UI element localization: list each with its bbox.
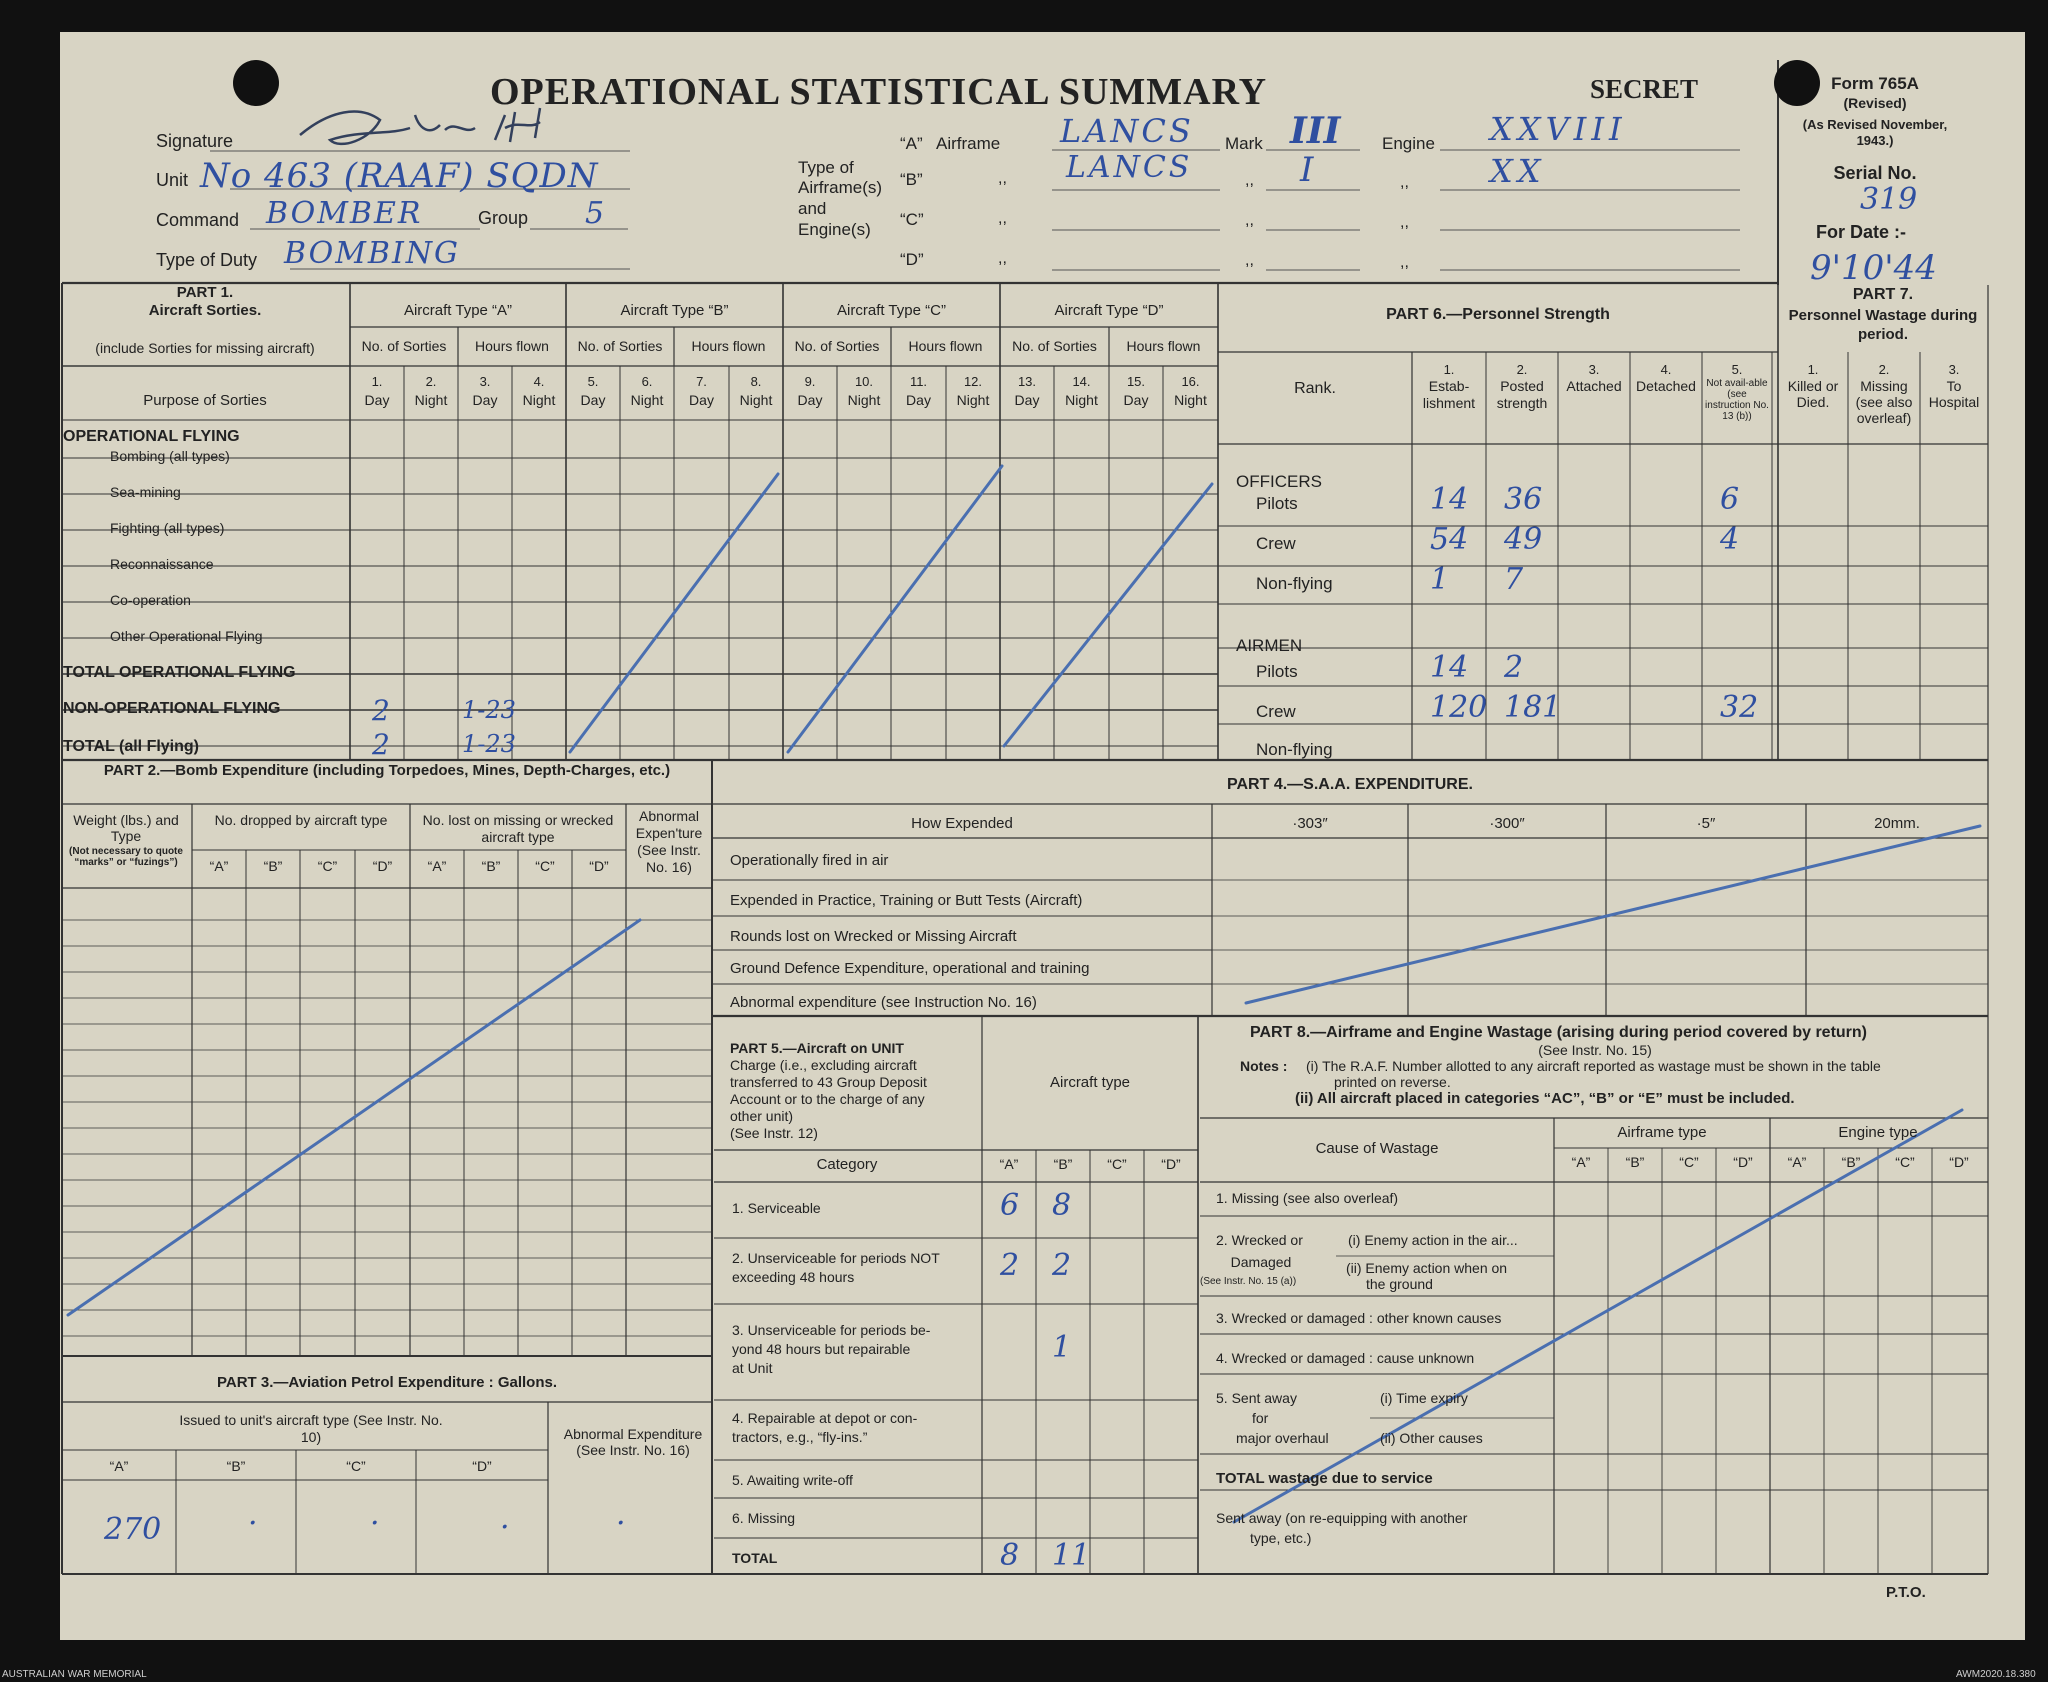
total-all-label: TOTAL (all Flying) — [63, 738, 199, 755]
date-value: 9'10'44 — [1810, 248, 1937, 288]
column-label: Day — [472, 392, 498, 408]
part5-title-line: other unit) — [730, 1108, 794, 1124]
handwritten-signature — [290, 100, 670, 160]
personnel-column-number: 3. — [1588, 362, 1600, 377]
part4-title: PART 4.—S.A.A. EXPENDITURE. — [1227, 776, 1473, 793]
airframe-word: Airframe — [936, 134, 1001, 153]
wastage-time-expiry: (i) Time expiry — [1380, 1390, 1468, 1406]
wastage-wrecked: 2. Wrecked or — [1216, 1232, 1303, 1248]
aircraft-letter: “B” — [1625, 1154, 1645, 1170]
column-number: 5. — [587, 374, 599, 389]
aircraft-category-row: at Unit — [732, 1360, 773, 1376]
aircraft-type-label: Aircraft type — [1049, 1074, 1131, 1091]
aircraft-letter: “C” — [1679, 1154, 1699, 1170]
personnel-column-label: Estab-lishment — [1422, 378, 1476, 411]
column-number: 7. — [696, 374, 707, 389]
aircraft-letter: “D” — [472, 1458, 492, 1474]
engine-type-label: Engine type — [1838, 1124, 1918, 1141]
aircraft-letter: “C” — [317, 858, 338, 874]
archive-reference: AWM2020.18.380 — [1956, 1669, 2036, 1680]
personnel-column-number: 4. — [1660, 362, 1672, 377]
column-label: Day — [1014, 392, 1040, 408]
ditto-mark: ,, — [1400, 174, 1409, 191]
sorties-subheader: No. of Sorties — [361, 338, 447, 354]
aircraft-type-a-header: Aircraft Type “A” — [403, 302, 513, 319]
form-title: OPERATIONAL STATISTICAL SUMMARY — [490, 71, 1268, 113]
type-of-label: Type of — [798, 158, 854, 177]
sortie-purpose-row: Bombing (all types) — [110, 448, 230, 464]
column-number: 4. — [533, 374, 545, 389]
aircraft-letter: “A” — [1787, 1154, 1807, 1170]
archive-credit: AUSTRALIAN WAR MEMORIAL — [2, 1669, 147, 1680]
column-label: Night — [522, 392, 556, 408]
category-count-b: 8 — [1052, 1188, 1072, 1223]
aircraft-letter: “C” — [1895, 1154, 1915, 1170]
establishment-value: 120 — [1430, 690, 1488, 725]
hours-subheader: Hours flown — [475, 338, 549, 354]
calibre-header: ·5″ — [1696, 815, 1716, 832]
wastage-enemy-ground-2: the ground — [1366, 1276, 1433, 1292]
aircraft-letter: “B” — [481, 858, 501, 874]
aircraft-category-row: TOTAL — [732, 1550, 778, 1566]
ditto-mark: ,, — [1400, 254, 1409, 271]
saa-expenditure-row: Ground Defence Expenditure, operational and training — [730, 960, 1090, 977]
aircraft-category-row: 6. Missing — [732, 1510, 796, 1526]
part3-abnormal-label: Abnormal Expenditure (See Instr. No. 16) — [563, 1426, 703, 1458]
aircraft-letter: “D” — [372, 858, 393, 874]
part5-title-line: transferred to 43 Group Deposit — [730, 1074, 927, 1090]
sorties-subheader: No. of Sorties — [794, 338, 880, 354]
pen-cancel-stroke — [68, 920, 640, 1315]
part5-title-line: (See Instr. 12) — [730, 1125, 818, 1141]
aircraft-letter: “C” — [535, 858, 555, 874]
not-available-value: 32 — [1720, 690, 1759, 725]
note-2: (ii) All aircraft placed in categories “AC”, “B” or “E” must be included. — [1295, 1090, 1795, 1107]
column-label: Night — [847, 392, 881, 408]
not-available-value: 6 — [1720, 482, 1740, 517]
petrol-c-value: · — [370, 1506, 380, 1541]
personnel-column-number: 1. — [1443, 362, 1455, 377]
column-number: 15. — [1126, 374, 1146, 389]
wastage-missing: 1. Missing (see also overleaf) — [1216, 1190, 1399, 1206]
aircraft-letter: “A” — [209, 858, 229, 874]
part1-note: (include Sorties for missing aircraft) — [95, 340, 315, 356]
mark-a-value: III — [1290, 110, 1341, 152]
ditto-mark: ,, — [1400, 214, 1409, 231]
part6-title: PART 6.—Personnel Strength — [1386, 306, 1610, 323]
wastage-damaged: Damaged — [1230, 1254, 1292, 1270]
aircraft-letter: “A” — [999, 1156, 1019, 1172]
personnel-column-number: 2. — [1516, 362, 1528, 377]
personnel-rank-row: Crew — [1256, 534, 1296, 553]
engines-label: Engine(s) — [798, 220, 871, 239]
unit-label: Unit — [156, 170, 189, 190]
officers-label: OFFICERS — [1236, 472, 1322, 491]
wastage-column-label: Missing (see also overleaf) — [1855, 378, 1913, 426]
aircraft-letter: “C” — [1107, 1156, 1127, 1172]
aircraft-letter: “B” — [1841, 1154, 1861, 1170]
ditto-mark: ,, — [998, 250, 1007, 267]
establishment-value: 1 — [1430, 562, 1450, 597]
wastage-unknown: 4. Wrecked or damaged : cause unknown — [1216, 1350, 1475, 1366]
wastage-for: for — [1252, 1410, 1269, 1426]
group-value: 5 — [585, 196, 605, 231]
establishment-value: 54 — [1430, 522, 1469, 557]
notes-label: Notes : — [1240, 1058, 1288, 1074]
aircraft-letter: “B” — [1053, 1156, 1073, 1172]
column-number: 2. — [425, 374, 437, 389]
column-label: Night — [739, 392, 773, 408]
category-count-b: 11 — [1052, 1538, 1091, 1573]
form-rules — [60, 32, 2025, 1640]
wastage-enemy-ground: (ii) Enemy action when on — [1346, 1260, 1508, 1276]
aircraft-type-d-header: Aircraft Type “D” — [1054, 302, 1164, 319]
wastage-column-label: Killed or Died. — [1787, 378, 1839, 410]
group-label: Group — [478, 208, 529, 228]
classification-label: SECRET — [1590, 74, 1699, 104]
pen-cancel-stroke — [1004, 484, 1212, 746]
airframe-a-value: LANCS — [1060, 112, 1194, 150]
total-hours-day: 1-23 — [462, 730, 516, 758]
aircraft-letter: “B” — [263, 858, 283, 874]
aircraft-category-row: 5. Awaiting write-off — [732, 1472, 853, 1488]
personnel-column-number: 5. — [1731, 362, 1743, 377]
pen-cancel-stroke — [1246, 826, 1980, 1003]
posted-strength-value: 181 — [1504, 690, 1562, 725]
aircraft-type-c-header: Aircraft Type “C” — [837, 302, 946, 319]
non-operational-label: NON-OPERATIONAL FLYING — [63, 700, 281, 717]
category-count-a: 6 — [1000, 1188, 1020, 1223]
engine-a-value: XXVIII — [1490, 110, 1627, 148]
mark-word: Mark — [1225, 134, 1263, 153]
note-1a: (i) The R.A.F. Number allotted to any aircraft reported as wastage must be shown in the table — [1306, 1058, 1881, 1074]
aircraft-category-row: 2. Unserviceable for periods NOT — [732, 1250, 940, 1266]
rank-label: Rank. — [1294, 380, 1336, 397]
sortie-purpose-row: Other Operational Flying — [110, 628, 263, 644]
not-available-value: 4 — [1720, 522, 1740, 557]
non-op-sorties-day: 2 — [372, 694, 390, 727]
category-count-b: 2 — [1052, 1248, 1072, 1283]
airframes-label: Airframe(s) — [798, 178, 883, 197]
wastage-sent-away: 5. Sent away — [1216, 1390, 1297, 1406]
sorties-subheader: No. of Sorties — [1012, 338, 1097, 354]
aircraft-category-row: 4. Repairable at depot or con- — [732, 1410, 918, 1426]
column-number: 9. — [804, 374, 816, 389]
aircraft-category-row: 3. Unserviceable for periods be- — [732, 1322, 931, 1338]
aircraft-category-row: yond 48 hours but repairable — [732, 1341, 911, 1357]
part3-title: PART 3.—Aviation Petrol Expenditure : Gallons. — [216, 1374, 558, 1391]
duty-label: Type of Duty — [156, 250, 258, 270]
operational-flying-label: OPERATIONAL FLYING — [63, 428, 240, 445]
weight-label: Weight (lbs.) and Type — [73, 812, 179, 844]
posted-strength-value: 2 — [1504, 650, 1524, 685]
aircraft-letter: “D” — [1161, 1156, 1181, 1172]
part8-instr: (See Instr. No. 15) — [1538, 1042, 1652, 1058]
category-label: Category — [816, 1156, 878, 1173]
posted-strength-value: 36 — [1504, 482, 1543, 517]
hours-subheader: Hours flown — [1126, 338, 1201, 354]
saa-expenditure-row: Expended in Practice, Training or Butt Tests (Aircraft) — [730, 892, 1083, 909]
calibre-header: 20mm. — [1874, 815, 1920, 832]
serial-label: Serial No. — [1833, 163, 1917, 183]
part2-title: PART 2.—Bomb Expenditure (including Torpedoes, Mines, Depth-Charges, etc.) — [103, 762, 671, 779]
personnel-rank-row: Pilots — [1256, 662, 1298, 681]
column-label: Day — [364, 392, 390, 408]
airmen-label: AIRMEN — [1236, 636, 1303, 655]
column-label: Night — [956, 392, 990, 408]
personnel-rank-row: Non-flying — [1256, 574, 1333, 593]
airframe-letter-b: “B” — [900, 170, 923, 189]
purpose-label: Purpose of Sorties — [143, 392, 267, 409]
lost-label: No. lost on missing or wrecked aircraft type — [422, 812, 614, 845]
part5-title-line: Account or to the charge of any — [730, 1091, 925, 1107]
total-operational-label: TOTAL OPERATIONAL FLYING — [63, 664, 296, 681]
column-number: 11. — [909, 374, 928, 389]
issued-label: Issued to unit's aircraft type (See Instr. No. 10) — [179, 1412, 443, 1445]
signature-label: Signature — [156, 131, 234, 151]
weight-note: (Not necessary to quote “marks” or “fuzings”) — [69, 846, 183, 868]
column-number: 16. — [1181, 374, 1200, 389]
wastage-column-number: 2. — [1878, 362, 1890, 377]
column-label: Night — [1065, 392, 1098, 408]
ditto-mark: ,, — [1245, 252, 1254, 269]
personnel-column-label: Not avail-able (see instruction No. 13 (b)) — [1705, 378, 1769, 422]
personnel-column-label: Detached — [1636, 378, 1696, 394]
and-label: and — [798, 199, 827, 218]
category-count-b: 1 — [1052, 1330, 1072, 1365]
column-label: Night — [414, 392, 448, 408]
ditto-mark: ,, — [1245, 172, 1254, 189]
aircraft-letter: “C” — [346, 1458, 366, 1474]
part1-title: PART 1. — [176, 284, 234, 301]
aircraft-letter: “A” — [109, 1458, 129, 1474]
form-sheet — [60, 32, 2025, 1640]
cause-of-wastage-label: Cause of Wastage — [1315, 1140, 1439, 1157]
abnormal-expenditure-label: Abnormal Expen'ture (See Instr. No. 16) — [635, 808, 703, 875]
engine-word: Engine — [1382, 134, 1435, 153]
calibre-header: ·303″ — [1292, 815, 1328, 832]
wastage-reequip-2: type, etc.) — [1250, 1530, 1312, 1546]
column-number: 8. — [750, 374, 762, 389]
column-label: Night — [630, 392, 664, 408]
wastage-instr15: (See Instr. No. 15 (a)) — [1200, 1276, 1297, 1287]
column-label: Day — [1123, 392, 1149, 408]
dropped-label: No. dropped by aircraft type — [214, 812, 388, 828]
personnel-column-label: Attached — [1566, 378, 1622, 394]
punch-hole — [233, 60, 279, 106]
unit-value: No 463 (RAAF) SQDN — [200, 156, 599, 196]
column-label: Day — [689, 392, 714, 408]
petrol-abnormal-value: · — [616, 1506, 626, 1541]
aircraft-letter: “A” — [1571, 1154, 1591, 1170]
aircraft-category-row: exceeding 48 hours — [732, 1269, 855, 1285]
sortie-purpose-row: Sea-mining — [110, 484, 181, 500]
personnel-rank-row: Pilots — [1256, 494, 1298, 513]
ditto-mark: ,, — [998, 170, 1007, 187]
pto-label: P.T.O. — [1886, 1584, 1926, 1601]
personnel-column-label: Posted strength — [1496, 378, 1548, 411]
non-op-hours-day: 1-23 — [462, 696, 516, 724]
part5-title-line: Charge (i.e., excluding aircraft — [730, 1057, 917, 1073]
sortie-purpose-row: Fighting (all types) — [110, 520, 225, 536]
wastage-other-causes: (ii) Other causes — [1380, 1430, 1483, 1446]
part1-subtitle: Aircraft Sorties. — [148, 302, 262, 319]
duty-value: BOMBING — [284, 236, 461, 271]
sorties-subheader: No. of Sorties — [577, 338, 663, 354]
column-number: 1. — [371, 374, 383, 389]
airframe-letter-d: “D” — [900, 250, 924, 269]
establishment-value: 14 — [1430, 482, 1469, 517]
part7-title: PART 7. — [1852, 286, 1914, 303]
wastage-column-label: To Hospital — [1928, 378, 1980, 410]
wastage-total: TOTAL wastage due to service — [1216, 1470, 1433, 1487]
petrol-d-value: · — [500, 1510, 510, 1545]
aircraft-letter: “A” — [427, 858, 447, 874]
column-label: Day — [797, 392, 823, 408]
airframe-letter-a: “A” — [900, 134, 923, 153]
total-sorties-day: 2 — [372, 728, 390, 761]
saa-expenditure-row: Rounds lost on Wrecked or Missing Aircraft — [730, 928, 1017, 945]
part5-title-line: PART 5.—Aircraft on UNIT — [730, 1040, 904, 1056]
wastage-column-number: 3. — [1948, 362, 1960, 377]
sortie-purpose-row: Co-operation — [110, 592, 191, 608]
command-value: BOMBER — [266, 196, 423, 231]
wastage-column-number: 1. — [1807, 362, 1819, 377]
engine-b-value: XX — [1490, 152, 1546, 190]
saa-expenditure-row: Abnormal expenditure (see Instruction No. 16) — [730, 994, 1037, 1011]
posted-strength-value: 49 — [1504, 522, 1543, 557]
hours-subheader: Hours flown — [908, 338, 983, 354]
mark-b-value: I — [1300, 150, 1314, 190]
ditto-mark: ,, — [998, 210, 1007, 227]
column-number: 6. — [641, 374, 653, 389]
column-number: 14. — [1072, 374, 1091, 389]
aircraft-letter: “B” — [226, 1458, 246, 1474]
ditto-mark: ,, — [1245, 212, 1254, 229]
posted-strength-value: 7 — [1504, 562, 1524, 597]
wastage-reequip: Sent away (on re-equipping with another — [1216, 1510, 1468, 1526]
wastage-major-overhaul: major overhaul — [1236, 1430, 1329, 1446]
category-count-a: 8 — [1000, 1538, 1020, 1573]
form-number: Form 765A — [1831, 74, 1919, 93]
column-number: 10. — [854, 374, 874, 389]
form-revised: (Revised) — [1843, 95, 1907, 111]
note-1b: printed on reverse. — [1334, 1074, 1451, 1090]
column-number: 3. — [479, 374, 491, 389]
column-number: 12. — [963, 374, 983, 389]
column-label: Night — [1174, 392, 1207, 408]
personnel-rank-row: Non-flying — [1256, 740, 1333, 759]
command-label: Command — [156, 210, 240, 230]
petrol-a-value: 270 — [104, 1512, 162, 1547]
part8-title: PART 8.—Airframe and Engine Wastage (arising during period covered by return) — [1250, 1024, 1867, 1041]
aircraft-category-row: 1. Serviceable — [732, 1200, 821, 1216]
airframe-b-value: LANCS — [1066, 150, 1193, 185]
wastage-enemy-air: (i) Enemy action in the air... — [1348, 1232, 1518, 1248]
establishment-value: 14 — [1430, 650, 1469, 685]
calibre-header: ·300″ — [1489, 815, 1525, 832]
sortie-purpose-row: Reconnaissance — [110, 556, 214, 572]
wastage-other-known: 3. Wrecked or damaged : other known causes — [1216, 1310, 1502, 1326]
airframe-type-label: Airframe type — [1617, 1124, 1707, 1141]
date-label: For Date :- — [1816, 222, 1906, 242]
category-count-a: 2 — [1000, 1248, 1020, 1283]
aircraft-letter: “D” — [1733, 1154, 1753, 1170]
personnel-rank-row: Crew — [1256, 702, 1296, 721]
aircraft-letter: “D” — [1949, 1154, 1969, 1170]
aircraft-type-b-header: Aircraft Type “B” — [620, 302, 729, 319]
pen-cancel-stroke — [788, 466, 1002, 752]
revision-note: (As Revised November, 1943.) — [1802, 117, 1948, 148]
airframe-letter-c: “C” — [900, 210, 924, 229]
serial-value: 319 — [1860, 182, 1918, 217]
aircraft-category-row: tractors, e.g., “fly-ins.” — [732, 1429, 868, 1445]
column-number: 13. — [1017, 374, 1037, 389]
petrol-b-value: · — [248, 1506, 258, 1541]
column-label: Day — [580, 392, 606, 408]
hours-subheader: Hours flown — [691, 338, 766, 354]
column-label: Day — [906, 392, 931, 408]
aircraft-letter: “D” — [589, 858, 609, 874]
how-expended-label: How Expended — [911, 815, 1013, 832]
part7-subtitle: Personnel Wastage during period. — [1788, 307, 1978, 343]
saa-expenditure-row: Operationally fired in air — [730, 852, 889, 869]
